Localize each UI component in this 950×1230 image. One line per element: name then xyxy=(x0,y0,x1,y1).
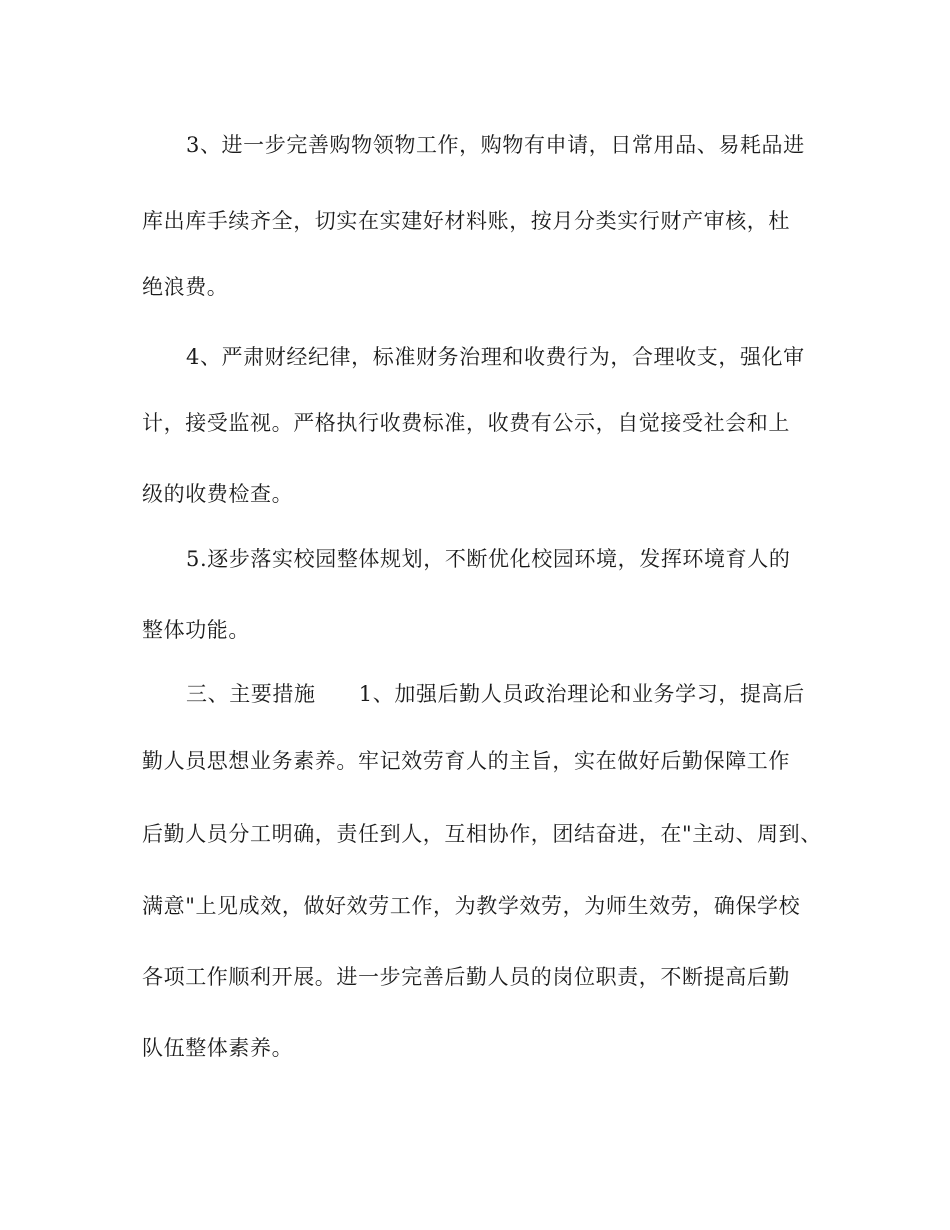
paragraph-5-line-1: 5.逐步落实校园整体规划，不断优化校园环境，发挥环境育人的 xyxy=(186,547,791,571)
paragraph-5-line-2: 整体功能。 xyxy=(142,618,250,642)
paragraph-4-line-1: 4、严肃财经纪律，标准财务治理和收费行为，合理收支，强化审 xyxy=(186,345,805,369)
paragraph-3-line-1: 3、进一步完善购物领物工作，购物有申请，日常用品、易耗品进 xyxy=(186,133,805,157)
paragraph-3-line-3: 绝浪费。 xyxy=(142,275,229,299)
paragraph-4-line-3: 级的收费检查。 xyxy=(142,482,294,506)
paragraph-4-line-2: 计，接受监视。严格执行收费标准，收费有公示，自觉接受社会和上 xyxy=(142,411,790,435)
section-3-line-3: 后勤人员分工明确，责任到人，互相协作，团结奋进，在"主动、周到、 xyxy=(142,822,822,846)
paragraph-3-line-2: 库出库手续齐全，切实在实建好材料账，按月分类实行财产审核，杜 xyxy=(142,209,790,233)
section-3-line-4: 满意"上见成效，做好效劳工作，为教学效劳，为师生效劳，确保学校 xyxy=(142,894,801,918)
section-3-line-6: 队伍整体素养。 xyxy=(142,1036,294,1060)
section-3-line-5: 各项工作顺利开展。进一步完善后勤人员的岗位职责，不断提高后勤 xyxy=(142,965,790,989)
section-3-line-1: 三、主要措施 1、加强后勤人员政治理论和业务学习，提高后 xyxy=(186,682,805,706)
section-3-line-2: 勤人员思想业务素养。牢记效劳育人的主旨，实在做好后勤保障工作 xyxy=(142,749,790,773)
